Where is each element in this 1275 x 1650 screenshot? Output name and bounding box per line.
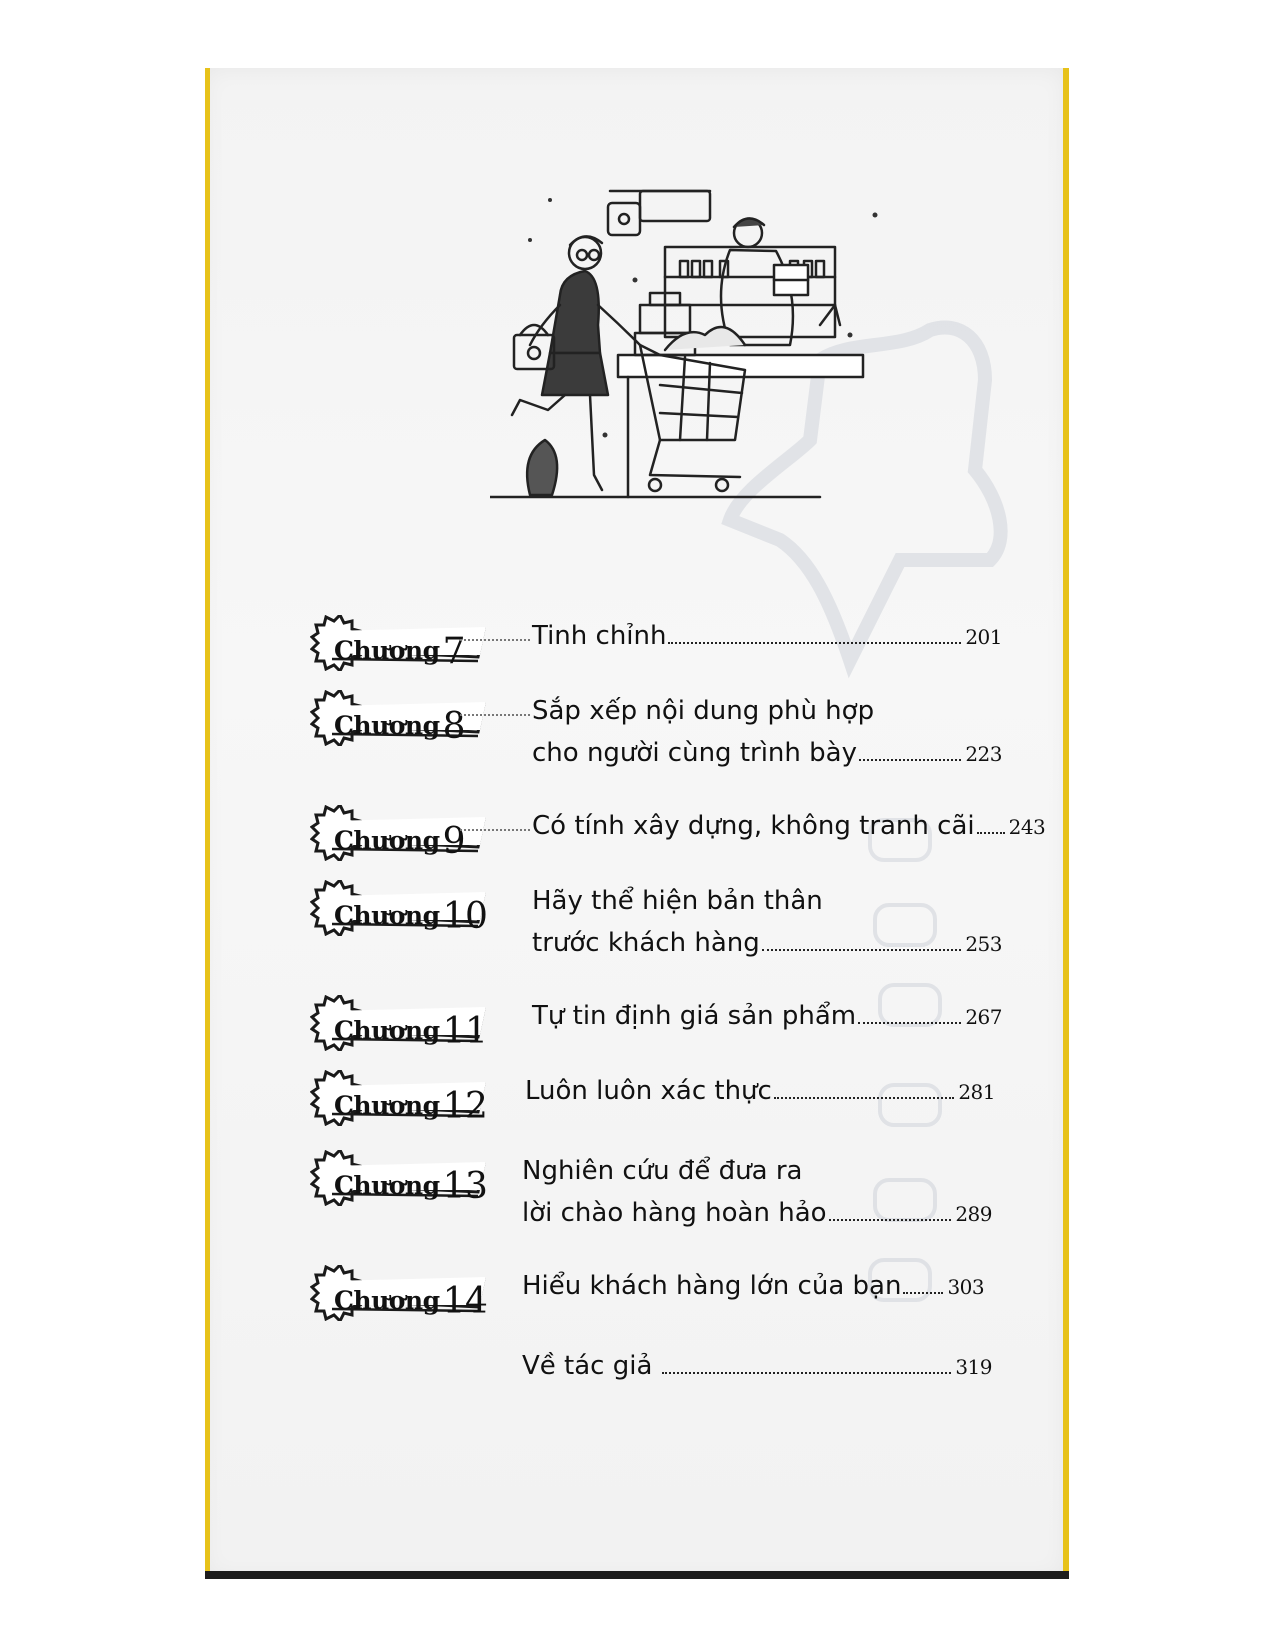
chapter-title: Tự tin định giá sản phẩm (532, 1001, 857, 1031)
chapter-title: Luôn luôn xác thực (525, 1076, 772, 1106)
chapter-title-line-2: lời chào hàng hoàn hảo (522, 1198, 827, 1228)
chapter-number: 9 (442, 821, 465, 862)
chapter-number: 11 (442, 1011, 488, 1052)
chapter-title: Nghiên cứu để đưa ra (522, 1156, 803, 1186)
chapter-label: Chương (334, 1091, 440, 1120)
chapter-number: 8 (442, 706, 465, 747)
chapter-number: 10 (442, 896, 488, 937)
chapter-label: Chương (334, 826, 440, 855)
chapter-title: Tinh chỉnh (532, 621, 667, 651)
chapter-label: Chương (334, 1286, 440, 1315)
chapter-title: Sắp xếp nội dung phù hợp (532, 696, 875, 726)
chapter-label: Chương (334, 1016, 440, 1045)
chapter-badge (310, 995, 490, 1052)
page-number: 243 (1008, 815, 1046, 839)
chapter-label: Chương (334, 636, 440, 665)
chapter-badge (310, 1265, 490, 1322)
about-author-title: Về tác giả (522, 1351, 653, 1381)
chapter-number: 14 (442, 1281, 488, 1322)
chapter-title: Hiểu khách hàng lớn của bạn (522, 1271, 902, 1301)
page-number: 281 (958, 1080, 995, 1104)
chapter-badge (310, 690, 490, 747)
page-number: 319 (955, 1355, 992, 1379)
chapter-badge (310, 1150, 490, 1207)
chapter-number: 12 (442, 1086, 488, 1127)
chapter-label: Chương (334, 1171, 440, 1200)
chapter-number: 7 (442, 631, 465, 672)
page-number: 303 (947, 1275, 985, 1299)
chapter-title-line-2: trước khách hàng (532, 928, 760, 958)
chapter-badge (310, 805, 490, 862)
chapter-badge (310, 880, 490, 937)
page-number: 253 (965, 932, 1002, 956)
chapter-number: 13 (442, 1166, 488, 1207)
chapter-badge (310, 615, 490, 672)
page-number: 223 (965, 742, 1002, 766)
page-number: 289 (955, 1202, 992, 1226)
page-number: 201 (965, 625, 1002, 649)
chapter-label: Chương (334, 711, 440, 740)
chapter-label: Chương (334, 901, 440, 930)
chapter-title: Có tính xây dựng, không tranh cãi (532, 811, 975, 841)
chapter-title: Hãy thể hiện bản thân (532, 886, 823, 916)
chapter-title-line-2: cho người cùng trình bày (532, 738, 857, 768)
chapter-badge (310, 1070, 490, 1127)
page-number: 267 (965, 1005, 1002, 1029)
